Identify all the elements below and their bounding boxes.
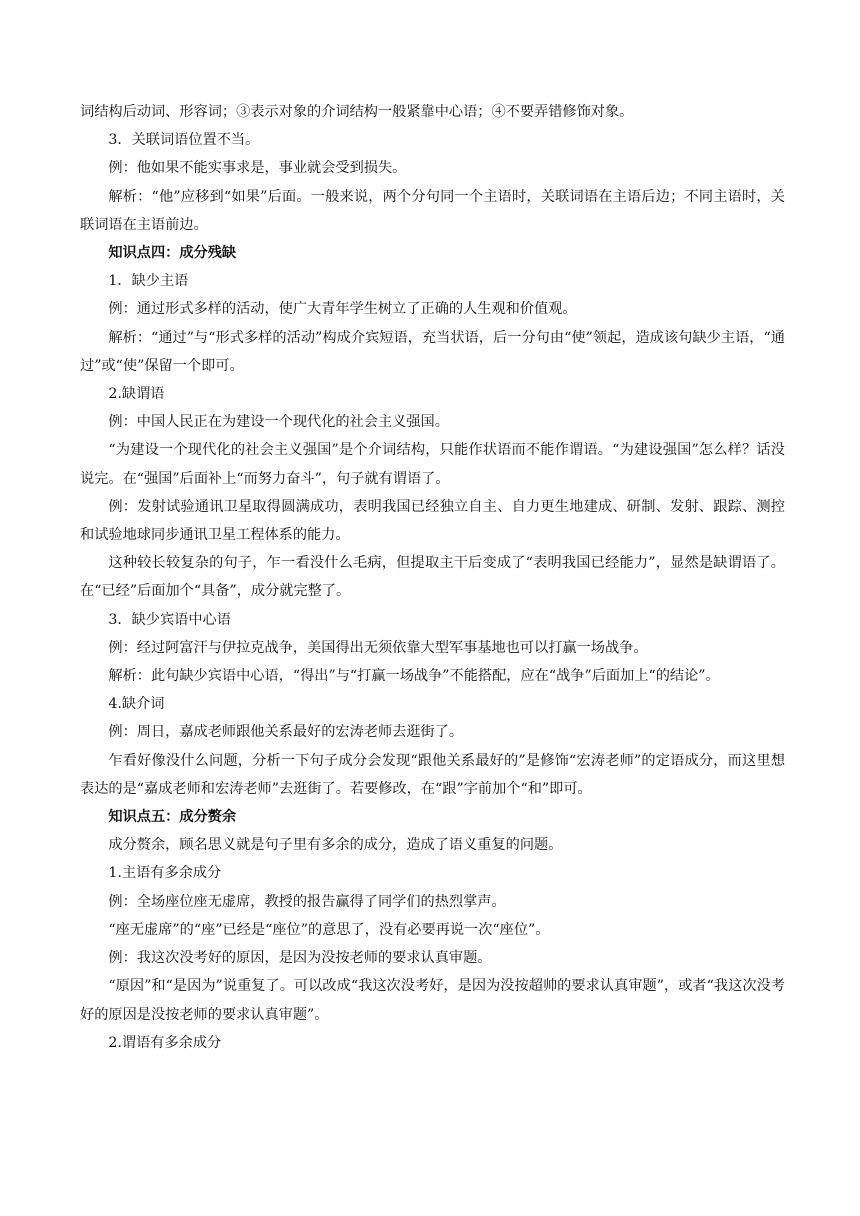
example-sentence: 例：发射试验通讯卫星取得圆满成功，表明我国已经独立自主、自力更生地建成、研制、发射、跟踪、测控和试验地球同步通讯卫星工程体系的能力。 <box>80 498 785 544</box>
example-sentence: 例：全场座位座无虚席，教授的报告赢得了同学们的热烈掌声。 <box>108 893 506 910</box>
subheading-missing-predicate: 2.缺谓语 <box>108 386 165 403</box>
subheading-misplaced-conjunction: 3．关联词语位置不当。 <box>108 132 260 149</box>
example-sentence: 例：中国人民正在为建设一个现代化的社会主义强国。 <box>108 414 449 431</box>
section-heading-5: 知识点五：成分赘余 <box>108 809 237 826</box>
analysis-paragraph: 解析：此句缺少宾语中心语，“得出”与“打赢一场战争”不能搭配，应在“战争”后面加上“的结论”。 <box>108 668 720 685</box>
example-sentence: 例：通过形式多样的活动，使广大青年学生树立了正确的人生观和价值观。 <box>108 301 577 318</box>
analysis-paragraph: “为建设一个现代化的社会主义强国”是个介词结构，只能作状语而不能作谓语。“为建设强国”怎么样？话没说完。在“强国”后面补上“而努力奋斗”，句子就有谓语了。 <box>80 442 785 487</box>
analysis-paragraph: 这种较长较复杂的句子，乍一看没什么毛病，但提取主干后变成了“表明我国已经能力”，显然是缺谓语了。在“已经”后面加个“具备”，成分就完整了。 <box>80 555 785 600</box>
section-heading-4: 知识点四：成分残缺 <box>108 245 237 262</box>
analysis-paragraph: 解析：“他”应移到“如果”后面。一般来说，两个分句同一个主语时，关联词语在主语后边；不同主语时，关联词语在主语前边。 <box>80 188 785 233</box>
subheading-redundant-subject: 1.主语有多余成分 <box>108 865 222 882</box>
example-sentence: 例：我这次没考好的原因，是因为没按老师的要求认真审题。 <box>108 950 492 967</box>
subheading-missing-preposition: 4.缺介词 <box>108 696 165 713</box>
intro-paragraph: 成分赘余，顾名思义就是句子里有多余的成分，造成了语义重复的问题。 <box>108 837 563 854</box>
example-sentence: 例：经过阿富汗与伊拉克战争，美国得出无须依靠大型军事基地也可以打赢一场战争。 <box>108 639 648 656</box>
paragraph-continuation: 词结构后动词、形容词；③表示对象的介词结构一般紧靠中心语；④不要弄错修饰对象。 <box>80 104 634 120</box>
example-sentence: 例：他如果不能实事求是，事业就会受到损失。 <box>108 160 407 177</box>
document-body <box>80 98 785 1057</box>
subheading-missing-object-head: 3．缺少宾语中心语 <box>108 611 231 628</box>
analysis-paragraph: “座无虚席”的“座”已经是“座位”的意思了，没有必要再说一次“座位”。 <box>108 921 550 938</box>
analysis-paragraph: 乍看好像没什么问题，分析一下句子成分会发现“跟他关系最好的”是修饰“宏涛老师”的定语成分，而这里想表达的是“嘉成老师和宏涛老师”去逛街了。若要修改，在“跟”字前加个“和”即可。 <box>80 752 786 797</box>
subheading-missing-subject: 1．缺少主语 <box>108 273 189 290</box>
example-sentence: 例：周日，嘉成老师跟他关系最好的宏涛老师去逛街了。 <box>108 724 464 741</box>
subheading-redundant-predicate: 2.谓语有多余成分 <box>108 1034 222 1051</box>
analysis-paragraph: 解析：“通过”与“形式多样的活动”构成介宾短语，充当状语，后一分句由“使”领起，造成该句缺少主语，“通过”或“使”保留一个即可。 <box>80 329 785 374</box>
analysis-paragraph: “原因”和“是因为”说重复了。可以改成“我这次没考好，是因为没按超帅的要求认真审题”，或者“我这次没考好的原因是没按老师的要求认真审题”。 <box>80 978 785 1023</box>
